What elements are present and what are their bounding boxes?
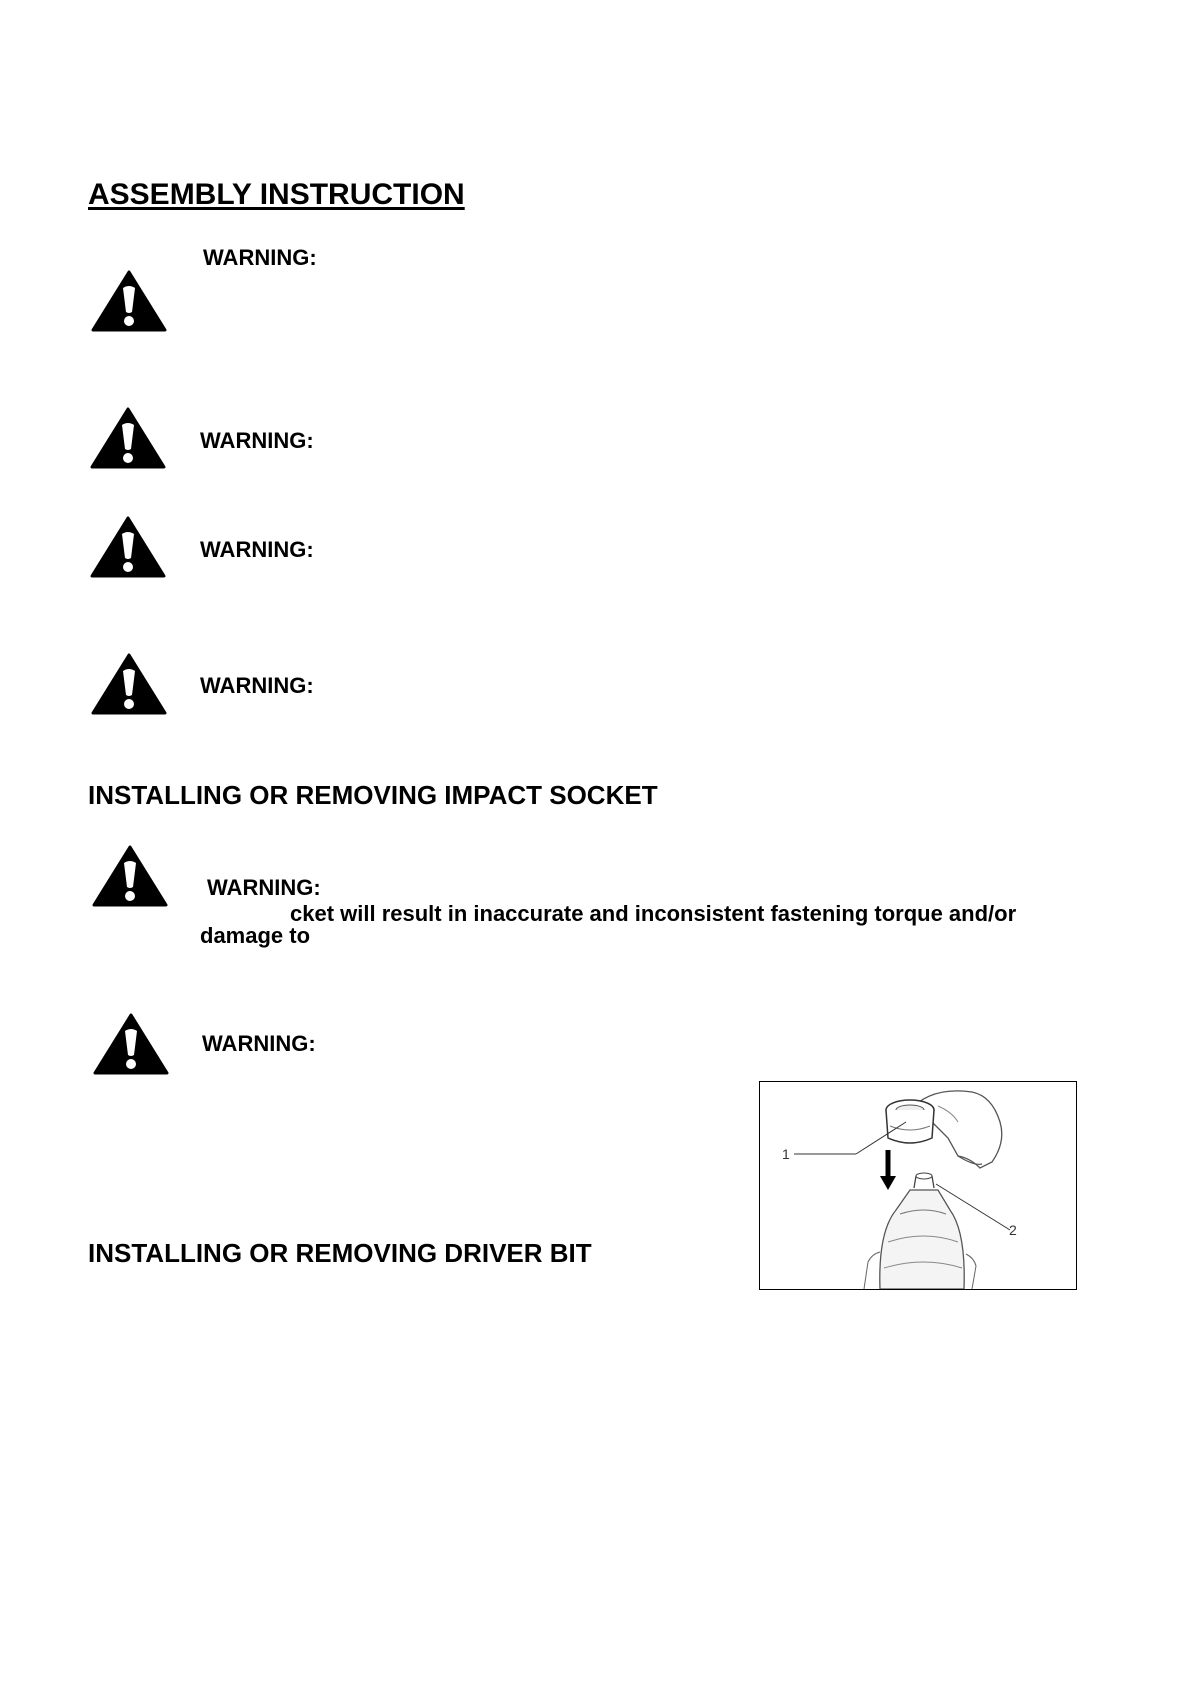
page-title: ASSEMBLY INSTRUCTION xyxy=(88,178,465,211)
warning-label-2: WARNING: xyxy=(200,428,314,453)
warning-triangle-icon xyxy=(93,1013,169,1075)
warning-label-1: WARNING: xyxy=(203,245,317,270)
section-heading-driver-bit: INSTALLING OR REMOVING DRIVER BIT xyxy=(88,1238,592,1268)
warning-triangle-icon xyxy=(91,270,167,332)
warning-triangle-icon xyxy=(91,653,167,715)
warning-label-3: WARNING: xyxy=(200,537,314,562)
warning-5-text-line-2: damage to xyxy=(200,923,311,948)
section-heading-impact-socket: INSTALLING OR REMOVING IMPACT SOCKET xyxy=(88,780,658,810)
warning-triangle-icon xyxy=(92,845,168,907)
callout-1: 1 xyxy=(782,1146,790,1162)
socket-installation-illustration xyxy=(760,1082,1076,1289)
warning-label-5: WARNING: xyxy=(207,875,321,900)
impact-socket-figure xyxy=(759,1081,1077,1290)
warning-5-text-line-1: cket will result in inaccurate and inconsistent fastening torque and/or xyxy=(290,901,1017,926)
warning-triangle-icon xyxy=(90,516,166,578)
callout-2: 2 xyxy=(1009,1222,1017,1238)
warning-triangle-icon xyxy=(90,407,166,469)
warning-label-6: WARNING: xyxy=(202,1031,316,1056)
warning-label-4: WARNING: xyxy=(200,673,314,698)
